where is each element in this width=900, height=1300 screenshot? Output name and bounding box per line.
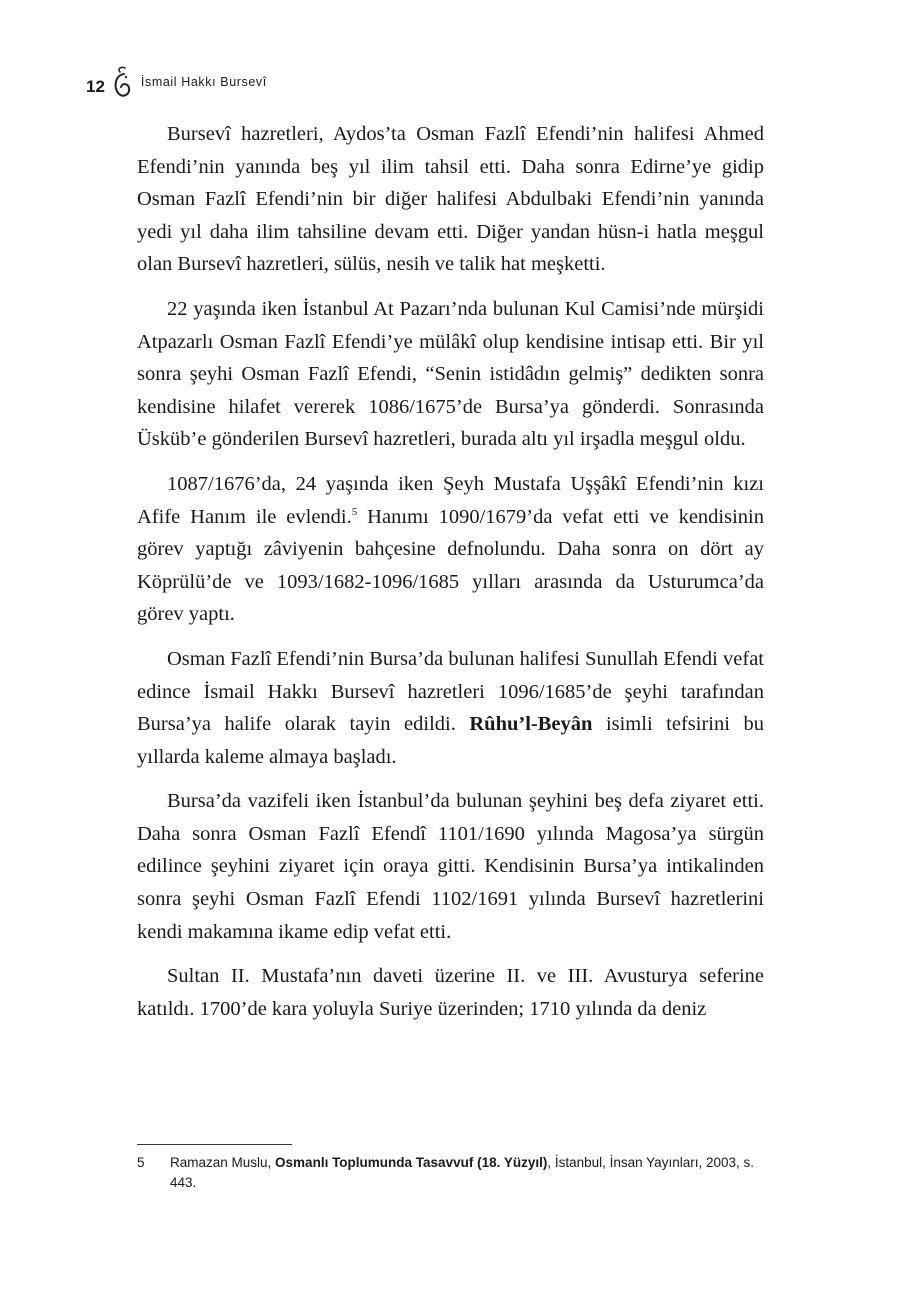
footnote: [137, 1153, 777, 1193]
footnote-author: Ramazan Muslu,: [170, 1155, 276, 1170]
paragraph-6: Sultan II. Mustafa’nın daveti üzerine II. ve III. Avusturya seferine katıldı. 1700’de kara yoluyla Suriye üzerinden; 1710 yılında da deniz: [137, 965, 764, 1020]
footnote-number: 5: [137, 1155, 145, 1170]
paragraph-4: [137, 643, 764, 773]
paragraph-3-text-a: 1087/1676’da, 24 yaşında iken Şeyh Mustafa Uşşâkî Efendi’nin kızı Afife Hanım ile evlendi.: [137, 472, 764, 528]
book-title: Rûhu’l-Beyân: [469, 713, 593, 736]
paragraph-3-text-b: Hanımı 1090/1679’da vefat etti ve kendisinin görev yaptığı zâviyenin bahçesine defnolundu. Daha sonra on dört ay Köprülü’de ve 1093/1682-1096/1685 yılları arasında da Usturumca’da görev yaptı.: [137, 505, 764, 626]
paragraph-1: Bursevî hazretleri, Aydos’ta Osman Fazlî Efendi’nin halifesi Ahmed Efendi’nin yanında beş yıl ilim tahsil etti. Daha sonra Edirne’ye gidip Osman Fazlî Efendi’nin bir diğer halifesi Abdulbaki Efendi’nin yanında yedi yıl daha ilim tahsiline devam etti. Diğer yandan hüsn-i hatla meşgul olan Bursevî hazretleri, sülüs, nesih ve talik hat meşketti.: [137, 123, 764, 276]
footnote-publication: , İstanbul, İnsan Yayınları, 2003, s. 443.: [170, 1155, 754, 1190]
page-number: 12: [86, 77, 105, 96]
running-title: İsmail Hakkı Bursevî: [140, 75, 267, 89]
footnote-divider: [137, 1144, 292, 1145]
footnote-reference: 5: [351, 505, 358, 518]
paragraph-2: 22 yaşında iken İstanbul At Pazarı’nda bulunan Kul Camisi’nde mürşidi Atpazarlı Osman Fazlî Efendi’ye mülâkî olup kendisine intisap etti. Bir yıl sonra şeyhi Osman Fazlî Efendi, “Senin istidâdın gelmiş” dedikten sonra kendisine hilafet vererek 1086/1675’de Bursa’ya gönderdi. Sonrasında Üsküb’e gönderilen Bursevî hazretleri, burada altı yıl irşadla meşgul oldu.: [137, 297, 764, 451]
paragraph-4-text-a: Osman Fazlî Efendi’nin Bursa’da bulunan halifesi Sunullah Efendi vefat edince İsmail Hakkı Bursevî hazretleri 1096/1685’de şeyhi tarafından Bursa’ya halife olarak tayin edildi.: [137, 647, 764, 736]
paragraph-4-text-b: isimli tefsirini bu yıllarda kaleme almaya başladı.: [137, 713, 764, 768]
paragraph-3: [137, 468, 764, 631]
calligraphy-ornament-icon: [111, 64, 133, 100]
page-header: [86, 62, 267, 102]
footnote-text: [170, 1153, 777, 1193]
footnote-title: Osmanlı Toplumunda Tasavvuf (18. Yüzyıl): [275, 1155, 548, 1170]
main-text: [137, 118, 764, 1037]
paragraph-5: Bursa’da vazifeli iken İstanbul’da bulunan şeyhini beş defa ziyaret etti. Daha sonra Osman Fazlî Efendî 1101/1690 yılında Magosa’ya sürgün edilince şeyhini ziyaret için oraya gitti. Kendisinin Bursa’ya intikalinden sonra şeyhi Osman Fazlî Efendi 1102/1691 yılında Bursevî hazretlerini kendi makamına ikame edip vefat etti.: [137, 790, 764, 943]
